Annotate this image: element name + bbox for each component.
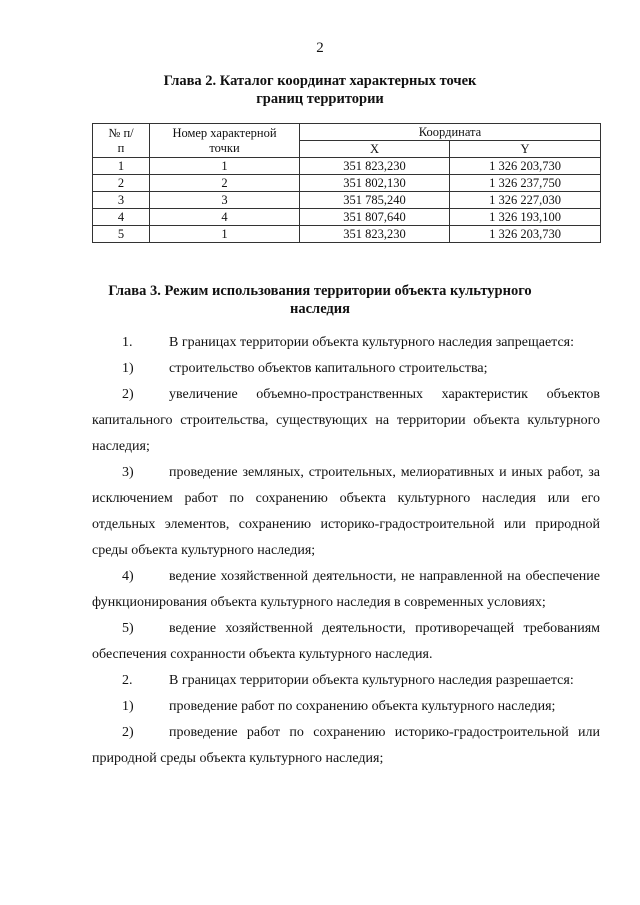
cell-y: 1 326 203,730 xyxy=(450,226,601,243)
list-item xyxy=(92,356,600,382)
list-item xyxy=(92,564,600,616)
list-item-number: 2. xyxy=(122,673,133,688)
list-item-text: В границах территории объекта культурного наследия запрещается: xyxy=(169,335,575,350)
header-x: X xyxy=(300,141,450,158)
header-point xyxy=(150,124,300,158)
list-item-number: 1. xyxy=(122,335,133,350)
coordinates-table xyxy=(92,123,601,243)
table-row xyxy=(93,192,601,209)
list-item-text: проведение работ по сохранению историко-градостроительной или природной среды объекта культурного наследия; xyxy=(92,725,600,766)
cell-num: 3 xyxy=(93,192,150,209)
list-item xyxy=(92,616,600,668)
header-coordinate: Координата xyxy=(300,124,601,141)
chapter-3-title xyxy=(60,282,580,318)
header-num xyxy=(93,124,150,158)
header-y: Y xyxy=(450,141,601,158)
cell-point: 1 xyxy=(150,226,300,243)
cell-x: 351 802,130 xyxy=(300,175,450,192)
list-item-number: 1) xyxy=(122,699,134,714)
cell-y: 1 326 203,730 xyxy=(450,158,601,175)
list-item-text: строительство объектов капитального строительства; xyxy=(169,361,488,376)
cell-point: 4 xyxy=(150,209,300,226)
cell-point: 1 xyxy=(150,158,300,175)
cell-num: 4 xyxy=(93,209,150,226)
cell-x: 351 823,230 xyxy=(300,226,450,243)
chapter-3-body xyxy=(92,330,600,772)
cell-x: 351 785,240 xyxy=(300,192,450,209)
list-item-text: ведение хозяйственной деятельности, противоречащей требованиям обеспечения сохранности объекта культурного наследия. xyxy=(92,621,600,662)
list-item-number: 2) xyxy=(122,387,134,402)
list-item-number: 1) xyxy=(122,361,134,376)
cell-x: 351 807,640 xyxy=(300,209,450,226)
list-item-number: 2) xyxy=(122,725,134,740)
list-item-number: 4) xyxy=(122,569,134,584)
list-item xyxy=(92,694,600,720)
chapter-3-title-line-2: наследия xyxy=(290,301,350,317)
list-item-text: ведение хозяйственной деятельности, не направленной на обеспечение функционирования объекта культурного наследия в современных условиях; xyxy=(92,569,600,610)
table-row xyxy=(93,158,601,175)
chapter-2-title xyxy=(60,72,580,108)
header-point-text: Номер характерной точки xyxy=(172,125,277,155)
list-item xyxy=(92,382,600,460)
cell-y: 1 326 227,030 xyxy=(450,192,601,209)
list-item xyxy=(92,330,600,356)
list-item-text: проведение земляных, строительных, мелиоративных и иных работ, за исключением работ по сохранению объекта культурного наследия или его отдельных элементов, сохранению историко-градостроительной или природной среды объекта культурного наследия; xyxy=(92,465,600,558)
cell-num: 5 xyxy=(93,226,150,243)
cell-num: 1 xyxy=(93,158,150,175)
cell-y: 1 326 193,100 xyxy=(450,209,601,226)
page-number: 2 xyxy=(316,40,324,56)
list-item xyxy=(92,720,600,772)
list-item-text: В границах территории объекта культурного наследия разрешается: xyxy=(169,673,574,688)
list-item xyxy=(92,668,600,694)
table-row xyxy=(93,175,601,192)
list-item-number: 5) xyxy=(122,621,134,636)
header-num-text: № п/п xyxy=(108,125,134,155)
list-item-number: 3) xyxy=(122,465,134,480)
chapter-2-title-line-1: Глава 2. Каталог координат характерных точек xyxy=(163,73,477,89)
cell-num: 2 xyxy=(93,175,150,192)
cell-point: 3 xyxy=(150,192,300,209)
cell-point: 2 xyxy=(150,175,300,192)
table-row xyxy=(93,226,601,243)
list-item xyxy=(92,460,600,564)
cell-x: 351 823,230 xyxy=(300,158,450,175)
chapter-3-title-line-1: Глава 3. Режим использования территории объекта культурного xyxy=(108,283,532,299)
list-item-text: увеличение объемно-пространственных характеристик объектов капитального строительства, существующих на территории объекта культурного наследия; xyxy=(92,387,600,454)
cell-y: 1 326 237,750 xyxy=(450,175,601,192)
list-item-text: проведение работ по сохранению объекта культурного наследия; xyxy=(169,699,556,714)
chapter-2-title-line-2: границ территории xyxy=(256,91,384,107)
table-row xyxy=(93,209,601,226)
